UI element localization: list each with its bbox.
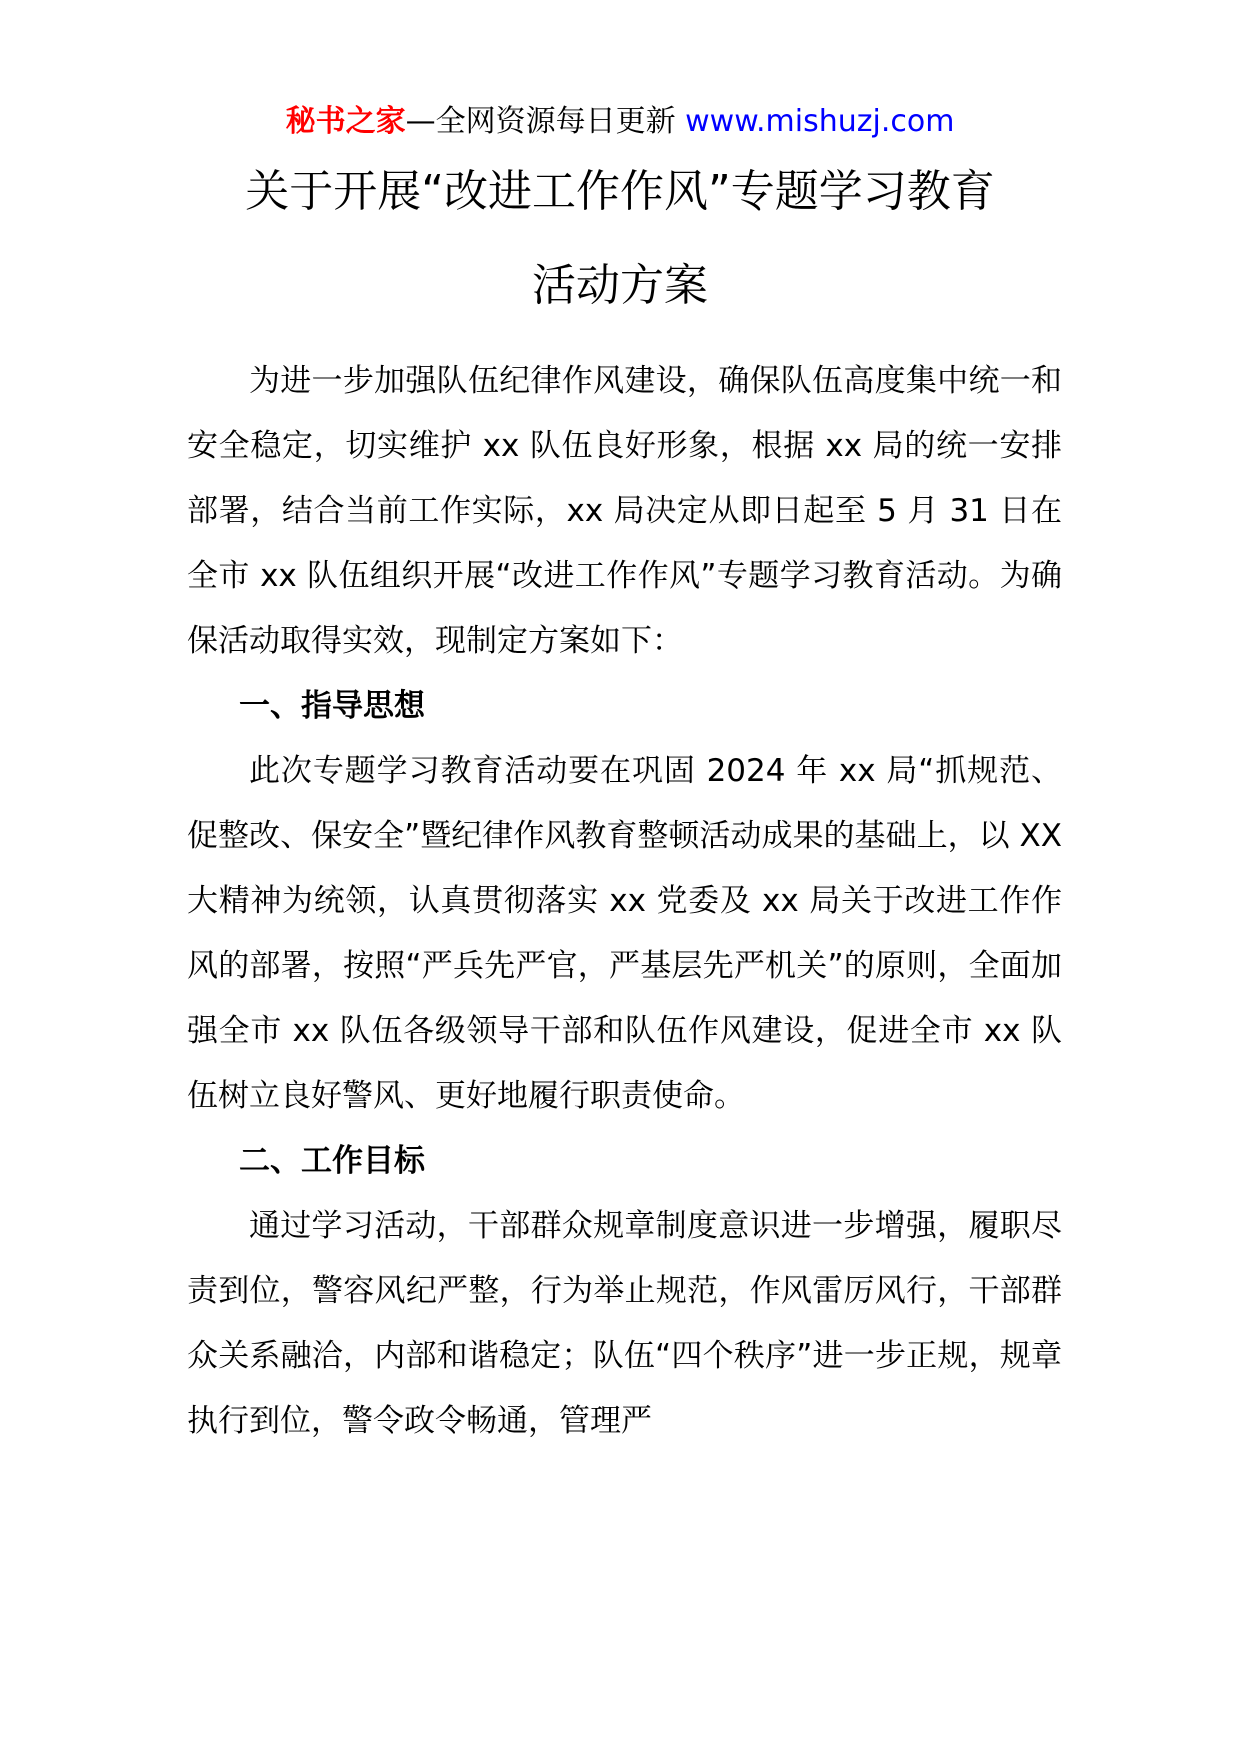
- watermark-brand: 秘书之家: [285, 104, 406, 139]
- document-title-line-2: 活动方案: [532, 260, 708, 311]
- intro-paragraph: 为进一步加强队伍纪律作风建设，确保队伍高度集中统一和安全稳定，切实维护 xx 队伍良好形象，根据 xx 局的统一安排部署，结合当前工作实际，xx 局决定从即日起至 5 月 31 日在全市 xx 队伍组织开展“改进工作作风”专题学习教育活动。为确保活动取得实效，现制定方案如下：: [187, 363, 1062, 659]
- document-body: [187, 349, 1062, 1454]
- section-paragraph-work-goals: 通过学习活动，干部群众规章制度意识进一步增强，履职尽责到位，警容风纪严整，行为举止规范，作风雷厉风行，干部群众关系融洽，内部和谐稳定；队伍“四个秩序”进一步正规，规章执行到位，警令政令畅通，管理严: [187, 1208, 1062, 1439]
- watermark-slogan: —全网资源每日更新: [405, 104, 676, 139]
- document-title-line-1: 关于开展“改进工作作风”专题学习教育: [245, 166, 995, 217]
- watermark-url[interactable]: www.mishuzj.com: [685, 104, 955, 139]
- watermark-header: [0, 102, 1240, 142]
- section-heading-work-goals: 二、工作目标: [239, 1143, 425, 1179]
- section-paragraph-guiding-ideology: 此次专题学习教育活动要在巩固 2024 年 xx 局“抓规范、促整改、保安全”暨纪律作风教育整顿活动成果的基础上，以 XX 大精神为统领，认真贯彻落实 xx 党委及 xx 局关于改进工作作风的部署，按照“严兵先严官，严基层先严机关”的原则，全面加强全市 xx 队伍各级领导干部和队伍作风建设，促进全市 xx 队伍树立良好警风、更好地履行职责使命。: [187, 753, 1062, 1114]
- section-heading-guiding-ideology: 一、指导思想: [239, 688, 425, 724]
